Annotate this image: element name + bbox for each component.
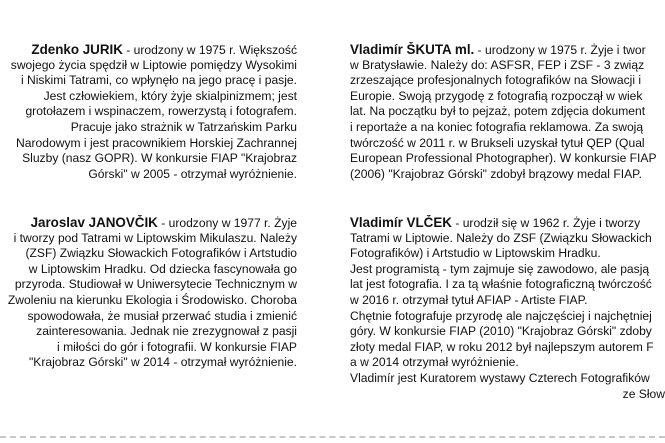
bio-line: w 2016 r. otrzymał tytuł AFIAP - Artiste FIAP. xyxy=(350,292,588,307)
bio-line: Pracuje jako strażnik w Tatrzańskim Parku xyxy=(70,119,297,134)
bio-line: i tworzy pod Tatrami w Liptowskim Mikulaszu. Należy xyxy=(13,230,297,245)
bio-jaroslav-janovcik xyxy=(0,215,297,371)
bio-intro: - urodzony w 1977 r. Żyje xyxy=(157,216,297,230)
bio-line: Jest programistą - tym zajmuje się zawodowo, ale pasją xyxy=(350,261,650,276)
bio-line: złoty medal FIAP, w roku 2012 był najlepszym autorem F xyxy=(350,339,654,354)
bio-line: (2006) "Krajobraz Górski" zdobył brązowy medal FIAP. xyxy=(350,166,643,181)
bio-line: (ZSF) Związku Słowackich Fotografików i Artstudio xyxy=(25,246,297,261)
bio-line: Chętnie fotografuje przyrodę ale najczęściej i najchętniej xyxy=(350,308,652,323)
bio-line: w Liptowskim Hradku. Od dziecka fascynowała go xyxy=(28,261,297,276)
bio-line: w Bratysławie. Należy do: ASFSR, FEP i ZSF - 3 związ xyxy=(350,57,645,72)
bio-line: spowodowała, że musiał przerwać studia i zmienić xyxy=(27,308,297,323)
bio-line: Górski" w 2005 - otrzymał wyróżnienie. xyxy=(88,166,297,181)
bio-name: Jaroslav JANOVČIK xyxy=(30,215,158,230)
bio-line: i reportaże a na koniec fotografia reklamowa. Za swoją xyxy=(350,119,644,134)
bio-line: Sluzby (nasz GOPR). W konkursie FIAP "Krajobraz xyxy=(22,151,297,166)
bio-intro: - urodzony w 1975 r. Większość xyxy=(122,43,297,57)
bio-vladimir-skuta xyxy=(350,42,665,182)
bio-line: Vladimír jest Kuratorem wystawy Czterech Fotografików xyxy=(350,370,650,385)
bio-line: Fotografików) i Artstudio w Liptowskim Hradku. xyxy=(350,246,601,261)
page-divider xyxy=(0,436,665,438)
bio-line: Europie. Swoją przygodę z fotografią rozpoczął w wiek xyxy=(350,88,643,103)
bio-line: i miłości do gór i fotografii. W konkursie FIAP xyxy=(57,339,297,354)
bio-line: Zwoleniu na kierunku Ekologia i Środowisko. Choroba xyxy=(7,292,297,307)
bio-line: góry. W konkursie FIAP (2010) "Krajobraz Górski" zdoby xyxy=(350,324,652,339)
bio-line: lat. Na początku był to pejzaż, potem zdjęcia dokument xyxy=(350,104,646,119)
bio-line: ze Słow xyxy=(622,386,665,401)
bio-line: "Krajobraz Górski" w 2014 - otrzymał wyróżnienie. xyxy=(28,355,297,370)
bio-zdenko-jurik xyxy=(0,42,297,182)
bio-vladimir-vlcek xyxy=(350,215,665,402)
bio-line: Tatrami w Liptowie. Należy do ZSF (Związku Słowackich xyxy=(350,230,652,245)
bio-line: Jest człowiekiem, który żyje skialpinizmem; jest xyxy=(43,88,297,103)
bio-line: a w 2014 otrzymał wyróżnienie. xyxy=(350,355,519,370)
bio-line: zrzeszające profesjonalnych fotografików na Słowacji i xyxy=(350,73,642,88)
bio-name: Zdenko JURIK xyxy=(31,42,123,57)
bio-name: Vladimír VLČEK xyxy=(350,215,452,230)
bio-line: lat jest fotografia. I za tą właśnie fotograficzną twórczość xyxy=(350,277,652,292)
bio-name: Vladimír ŠKUTA ml. xyxy=(350,42,475,57)
bio-line: twórczość w 2011 r. w Brukseli uzyskał tytuł QEP (Qual xyxy=(350,135,645,150)
bio-line: przyroda. Studiował w Uniwersytecie Technicznym w xyxy=(14,277,297,292)
bio-line: grotołazem i wspinaczem, rowerzystą i fotografem. xyxy=(25,104,297,119)
bio-line: i Niskimi Tatrami, co wpłynęło na jego pracę i pasje. xyxy=(20,73,297,88)
bio-line: European Professional Photographer). W konkursie FIAP xyxy=(350,151,657,166)
bio-intro: - urodzony w 1975 r. Żyje i twor xyxy=(474,43,646,57)
bio-intro: - urodził się w 1962 r. Żyje i tworzy xyxy=(451,216,641,230)
bio-line: swojego życia spędził w Liptowie pomiędzy Wysokimi xyxy=(10,57,297,72)
bio-line: zainteresowania. Jednak nie zrezygnował z pasji xyxy=(36,324,297,339)
bio-line: Narodowym i jest pracownikiem Horskiej Zachrannej xyxy=(16,135,297,150)
